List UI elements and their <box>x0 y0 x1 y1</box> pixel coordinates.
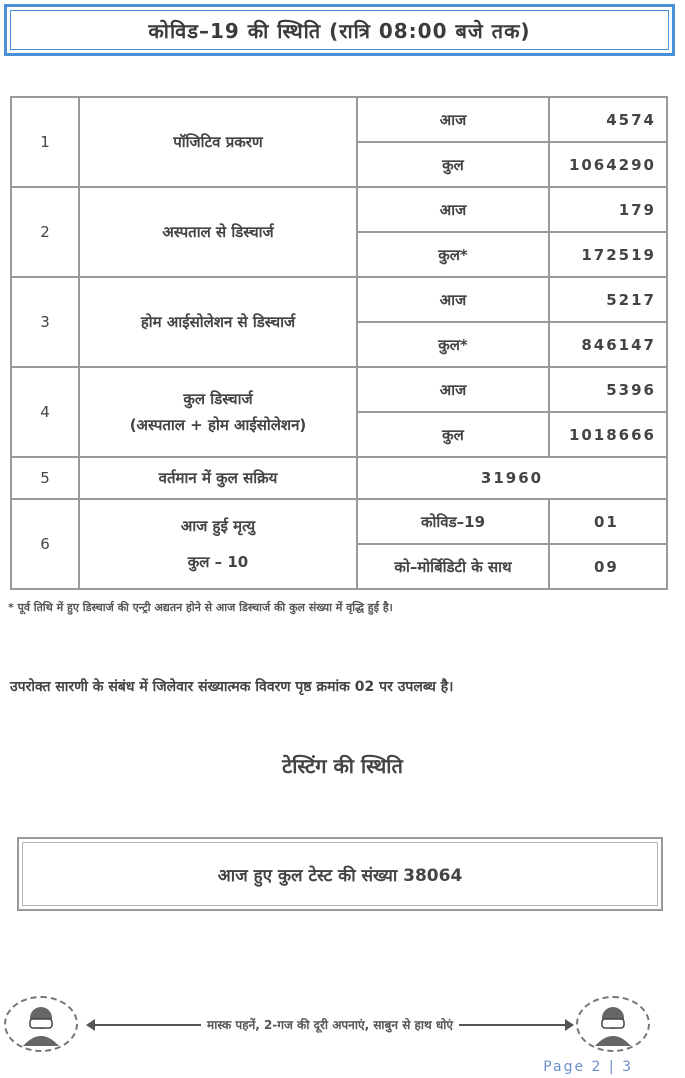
table-row <box>11 277 667 322</box>
total-value: 846147 <box>549 322 667 367</box>
table-row <box>11 187 667 232</box>
covid-value: 01 <box>549 499 667 544</box>
today-value: 5217 <box>549 277 667 322</box>
today-label: आज <box>357 277 549 322</box>
row-label: पॉजिटिव प्रकरण <box>79 97 357 187</box>
today-label: आज <box>357 187 549 232</box>
today-value: 4574 <box>549 97 667 142</box>
deaths-total: कुल – 10 <box>187 553 249 571</box>
serial-number: 2 <box>11 187 79 277</box>
masked-person-graphic <box>17 1002 65 1046</box>
table-row <box>11 97 667 142</box>
serial-number: 6 <box>11 499 79 589</box>
row-sublabel: (अस्पताल + होम आईसोलेशन) <box>129 416 307 434</box>
total-label: कुल <box>357 412 549 457</box>
testing-count: आज हुए कुल टेस्ट की संख्या 38064 <box>217 865 463 886</box>
masked-person-graphic <box>589 1002 637 1046</box>
table-row <box>11 499 667 544</box>
title-banner <box>4 4 675 56</box>
arrow-right-icon <box>459 1024 572 1026</box>
table-row <box>11 367 667 412</box>
total-label: कुल* <box>357 232 549 277</box>
today-label: आज <box>357 367 549 412</box>
today-label: आज <box>357 97 549 142</box>
today-value: 179 <box>549 187 667 232</box>
row-label: अस्पताल से डिस्चार्ज <box>79 187 357 277</box>
page-number: Page 2 | 3 <box>543 1059 633 1075</box>
today-value: 5396 <box>549 367 667 412</box>
covid-status-table <box>10 96 668 590</box>
masked-person-icon <box>4 996 78 1052</box>
serial-number: 5 <box>11 457 79 499</box>
total-label: कुल* <box>357 322 549 367</box>
testing-title: टेस्टिंग की स्थिति <box>282 754 403 778</box>
covid-label: कोविड–19 <box>357 499 549 544</box>
total-value: 1018666 <box>549 412 667 457</box>
arrow-left-icon <box>88 1024 201 1026</box>
row-label: वर्तमान में कुल सक्रिय <box>79 457 357 499</box>
active-value: 31960 <box>357 457 667 499</box>
row-label-cell <box>79 367 357 457</box>
slogan-row <box>88 1016 572 1033</box>
row-label: होम आईसोलेशन से डिस्चार्ज <box>79 277 357 367</box>
serial-number: 1 <box>11 97 79 187</box>
total-label: कुल <box>357 142 549 187</box>
serial-number: 3 <box>11 277 79 367</box>
comorbid-value: 09 <box>549 544 667 589</box>
serial-number: 4 <box>11 367 79 457</box>
slogan-text: मास्क पहनें, 2-गज की दूरी अपनाएं, साबुन से हाथ धोएं <box>207 1018 453 1032</box>
comorbid-label: को–मोर्बिडिटी के साथ <box>357 544 549 589</box>
table-row <box>11 457 667 499</box>
deaths-label: आज हुई मृत्यु <box>180 517 256 535</box>
testing-box <box>17 837 663 911</box>
total-value: 172519 <box>549 232 667 277</box>
masked-person-icon <box>576 996 650 1052</box>
total-value: 1064290 <box>549 142 667 187</box>
page-title: कोविड–19 की स्थिति (रात्रि 08:00 बजे तक) <box>148 18 531 43</box>
footnote: * पूर्व तिथि में हुए डिस्चार्ज की एन्ट्री अद्यतन होने से आज डिस्चार्ज की कुल संख्या में वृद्धि हुई है। <box>8 601 393 614</box>
deaths-label-cell <box>79 499 357 589</box>
district-note: उपरोक्त सारणी के संबंध में जिलेवार संख्यात्मक विवरण पृष्ठ क्रमांक 02 पर उपलब्ध है। <box>10 679 454 695</box>
row-label: कुल डिस्चार्ज <box>183 390 253 408</box>
